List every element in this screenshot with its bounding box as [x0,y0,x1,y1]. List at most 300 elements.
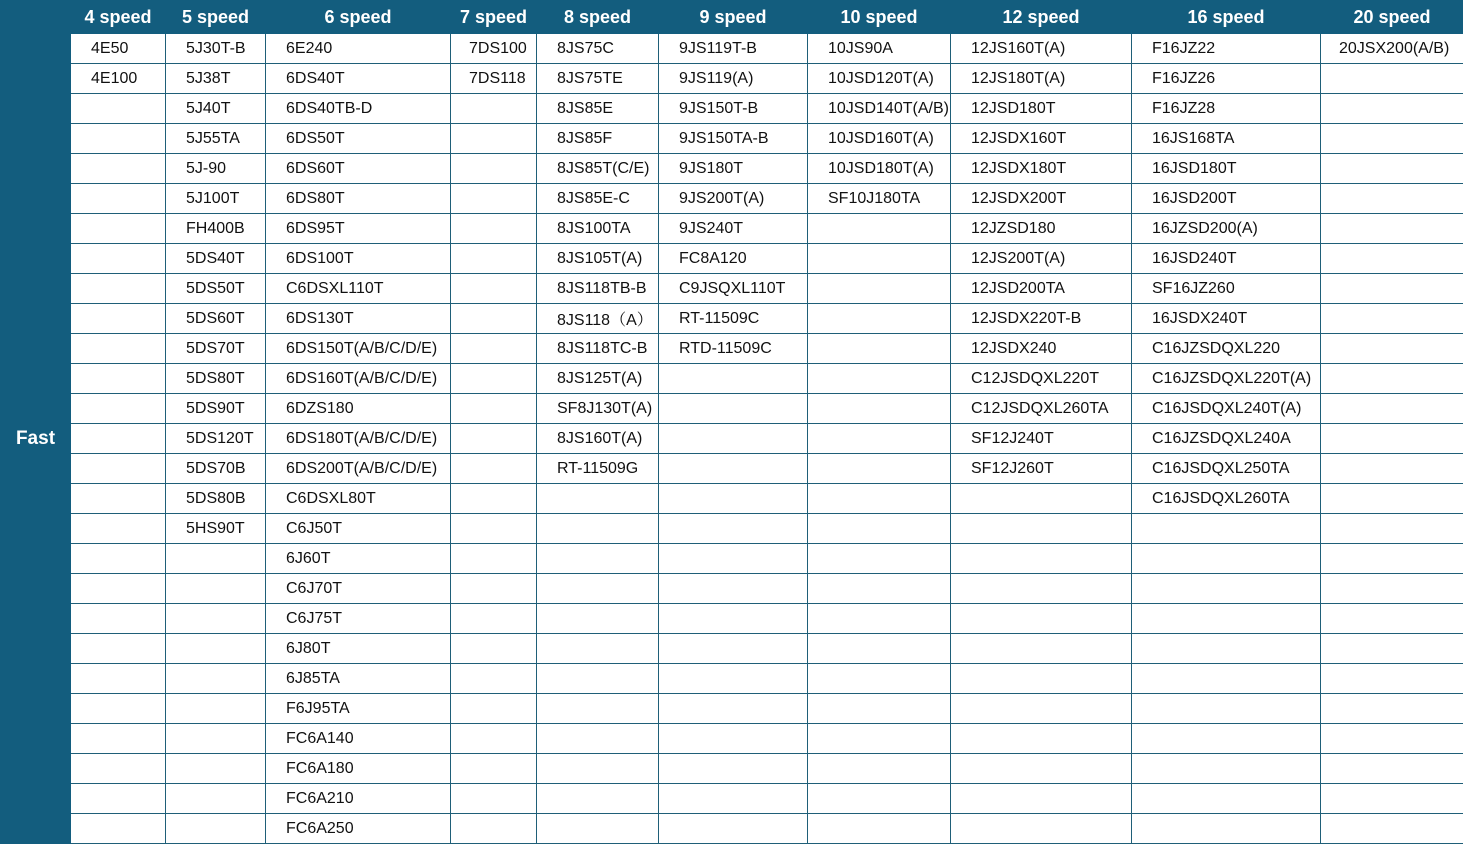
empty-cell [1132,784,1321,814]
table-row [1,154,1463,184]
empty-cell [659,694,808,724]
empty-cell [537,694,659,724]
empty-cell [659,454,808,484]
model-cell: 8JS160T(A) [537,424,659,454]
empty-cell [951,544,1132,574]
column-header-c9: 9 speed [659,1,808,34]
model-cell: 9JS119T-B [659,34,808,64]
empty-cell [659,664,808,694]
empty-cell [1321,424,1463,454]
model-cell: 5DS70T [166,334,266,364]
model-cell: 9JS200T(A) [659,184,808,214]
empty-cell [537,604,659,634]
empty-cell [451,604,537,634]
model-cell: 10JS90A [808,34,951,64]
table-row [1,724,1463,754]
model-cell: C6J70T [266,574,451,604]
model-cell: SF12J260T [951,454,1132,484]
empty-cell [808,364,951,394]
empty-cell [808,724,951,754]
model-cell: F16JZ26 [1132,64,1321,94]
model-cell: 12JSD180T [951,94,1132,124]
empty-cell [166,784,266,814]
empty-cell [808,784,951,814]
model-cell: 8JS118（A） [537,304,659,334]
model-cell: 8JS85T(C/E) [537,154,659,184]
empty-cell [451,124,537,154]
empty-cell [659,724,808,754]
empty-cell [451,424,537,454]
table-row [1,454,1463,484]
empty-cell [659,484,808,514]
empty-cell [1321,484,1463,514]
model-cell: 5J-90 [166,154,266,184]
empty-cell [808,394,951,424]
model-cell: 5DS40T [166,244,266,274]
model-cell: F6J95TA [266,694,451,724]
empty-cell [71,574,166,604]
table-row [1,574,1463,604]
model-cell: C16JZSDQXL220T(A) [1132,364,1321,394]
table-row [1,244,1463,274]
empty-cell [659,784,808,814]
empty-cell [71,394,166,424]
empty-cell [537,544,659,574]
empty-cell [71,304,166,334]
empty-cell [1321,334,1463,364]
empty-cell [808,814,951,844]
model-cell: 8JS118TC-B [537,334,659,364]
empty-cell [451,634,537,664]
model-cell: C6J50T [266,514,451,544]
empty-cell [451,94,537,124]
empty-cell [659,394,808,424]
model-cell: FC8A120 [659,244,808,274]
empty-cell [808,694,951,724]
model-cell: 5DS80B [166,484,266,514]
empty-cell [1321,514,1463,544]
model-cell: FC6A180 [266,754,451,784]
empty-cell [537,664,659,694]
column-header-c5: 5 speed [166,1,266,34]
empty-cell [1132,754,1321,784]
model-cell: 5J38T [166,64,266,94]
empty-cell [1132,814,1321,844]
empty-cell [537,814,659,844]
empty-cell [71,784,166,814]
model-cell: SF8J130T(A) [537,394,659,424]
table-row [1,214,1463,244]
model-cell: 7DS100 [451,34,537,64]
table-row [1,664,1463,694]
empty-cell [166,634,266,664]
empty-cell [1132,514,1321,544]
empty-cell [1321,604,1463,634]
model-cell: 12JSDX240 [951,334,1132,364]
empty-cell [659,634,808,664]
empty-cell [71,424,166,454]
empty-cell [659,424,808,454]
empty-cell [451,334,537,364]
empty-cell [808,454,951,484]
empty-cell [951,634,1132,664]
model-cell: 12JZSD180 [951,214,1132,244]
table-row [1,514,1463,544]
model-cell: 6E240 [266,34,451,64]
row-group-label: Fast [1,34,71,844]
empty-cell [451,364,537,394]
table-row [1,484,1463,514]
empty-cell [808,604,951,634]
empty-cell [659,514,808,544]
model-cell: 6DS150T(A/B/C/D/E) [266,334,451,364]
empty-cell [451,784,537,814]
corner-cell [1,1,71,34]
model-cell: RTD-11509C [659,334,808,364]
table-row [1,604,1463,634]
empty-cell [537,514,659,544]
empty-cell [1321,694,1463,724]
empty-cell [451,724,537,754]
empty-cell [659,574,808,604]
model-cell: C9JSQXL110T [659,274,808,304]
model-cell: C16JSDQXL260TA [1132,484,1321,514]
model-cell: 16JZSD200(A) [1132,214,1321,244]
table-row [1,634,1463,664]
empty-cell [659,754,808,784]
empty-cell [808,664,951,694]
model-cell: 16JSD200T [1132,184,1321,214]
model-cell: 8JS75C [537,34,659,64]
model-cell: 6DZS180 [266,394,451,424]
table-row [1,784,1463,814]
model-cell: RT-11509C [659,304,808,334]
empty-cell [71,514,166,544]
empty-cell [71,364,166,394]
model-cell: 8JS85E-C [537,184,659,214]
empty-cell [951,784,1132,814]
model-cell: 10JSD180T(A) [808,154,951,184]
empty-cell [808,304,951,334]
table-row [1,274,1463,304]
empty-cell [1321,214,1463,244]
empty-cell [808,544,951,574]
model-cell: 6DS40T [266,64,451,94]
empty-cell [1132,544,1321,574]
empty-cell [659,604,808,634]
model-cell: 12JS180T(A) [951,64,1132,94]
model-cell: 5J40T [166,94,266,124]
empty-cell [1321,124,1463,154]
empty-cell [451,664,537,694]
column-header-c12: 12 speed [951,1,1132,34]
model-cell: 6DS50T [266,124,451,154]
model-cell: FC6A250 [266,814,451,844]
model-cell: 6DS40TB-D [266,94,451,124]
model-cell: C6DSXL80T [266,484,451,514]
empty-cell [166,694,266,724]
model-cell: 5J55TA [166,124,266,154]
empty-cell [808,274,951,304]
model-cell: 20JSX200(A/B) [1321,34,1463,64]
empty-cell [1132,574,1321,604]
empty-cell [166,754,266,784]
model-cell: C12JSDQXL260TA [951,394,1132,424]
empty-cell [1321,394,1463,424]
model-cell: 5DS60T [166,304,266,334]
model-cell: 4E50 [71,34,166,64]
table-row [1,814,1463,844]
column-header-c16: 16 speed [1132,1,1321,34]
empty-cell [808,754,951,784]
empty-cell [537,574,659,604]
model-cell: 12JSD200TA [951,274,1132,304]
column-header-c20: 20 speed [1321,1,1463,34]
model-cell: 10JSD120T(A) [808,64,951,94]
column-header-c10: 10 speed [808,1,951,34]
empty-cell [1321,184,1463,214]
empty-cell [451,484,537,514]
empty-cell [951,754,1132,784]
empty-cell [1321,304,1463,334]
model-cell: 4E100 [71,64,166,94]
empty-cell [451,274,537,304]
empty-cell [71,814,166,844]
empty-cell [451,394,537,424]
empty-cell [951,664,1132,694]
column-header-c4: 4 speed [71,1,166,34]
empty-cell [1321,64,1463,94]
model-cell: 6DS200T(A/B/C/D/E) [266,454,451,484]
model-cell: 9JS150T-B [659,94,808,124]
empty-cell [1132,664,1321,694]
model-cell: 9JS119(A) [659,64,808,94]
model-cell: 8JS105T(A) [537,244,659,274]
model-cell: 6DS130T [266,304,451,334]
empty-cell [808,484,951,514]
table-row [1,64,1463,94]
empty-cell [71,664,166,694]
model-cell: 8JS100TA [537,214,659,244]
model-cell: 16JSD240T [1132,244,1321,274]
model-cell: 9JS240T [659,214,808,244]
empty-cell [71,484,166,514]
model-cell: 6DS180T(A/B/C/D/E) [266,424,451,454]
empty-cell [71,604,166,634]
empty-cell [951,574,1132,604]
model-cell: F16JZ28 [1132,94,1321,124]
model-cell: 6DS100T [266,244,451,274]
empty-cell [808,214,951,244]
column-header-c8: 8 speed [537,1,659,34]
header-row [1,1,1463,34]
table-row [1,304,1463,334]
empty-cell [659,814,808,844]
empty-cell [951,604,1132,634]
empty-cell [71,184,166,214]
empty-cell [451,154,537,184]
empty-cell [1132,604,1321,634]
empty-cell [537,724,659,754]
empty-cell [1321,724,1463,754]
model-cell: 9JS180T [659,154,808,184]
empty-cell [659,544,808,574]
empty-cell [71,274,166,304]
empty-cell [166,604,266,634]
model-cell: 12JS160T(A) [951,34,1132,64]
model-cell: 7DS118 [451,64,537,94]
empty-cell [951,814,1132,844]
model-cell: 5DS120T [166,424,266,454]
model-cell: C6J75T [266,604,451,634]
model-cell: 8JS118TB-B [537,274,659,304]
empty-cell [537,754,659,784]
empty-cell [451,304,537,334]
empty-cell [1321,154,1463,184]
empty-cell [451,454,537,484]
empty-cell [71,94,166,124]
model-cell: RT-11509G [537,454,659,484]
empty-cell [71,754,166,784]
column-header-c6: 6 speed [266,1,451,34]
model-cell: 5DS70B [166,454,266,484]
model-cell: 5J30T-B [166,34,266,64]
model-cell: 6J80T [266,634,451,664]
table-row [1,124,1463,154]
empty-cell [166,724,266,754]
empty-cell [451,514,537,544]
empty-cell [659,364,808,394]
model-cell: 6DS80T [266,184,451,214]
empty-cell [451,244,537,274]
table-row [1,424,1463,454]
model-cell: 6J60T [266,544,451,574]
empty-cell [71,214,166,244]
model-cell: 6DS160T(A/B/C/D/E) [266,364,451,394]
model-cell: C12JSDQXL220T [951,364,1132,394]
model-cell: 10JSD160T(A) [808,124,951,154]
empty-cell [71,334,166,364]
empty-cell [951,694,1132,724]
empty-cell [537,784,659,814]
empty-cell [166,664,266,694]
table-row [1,754,1463,784]
empty-cell [1321,364,1463,394]
empty-cell [71,244,166,274]
empty-cell [71,454,166,484]
model-cell: C16JZSDQXL220 [1132,334,1321,364]
model-cell: SF16JZ260 [1132,274,1321,304]
model-cell: 8JS75TE [537,64,659,94]
empty-cell [1132,694,1321,724]
empty-cell [1321,634,1463,664]
model-cell: 12JSDX220T-B [951,304,1132,334]
empty-cell [1321,454,1463,484]
model-cell: F16JZ22 [1132,34,1321,64]
empty-cell [1321,574,1463,604]
empty-cell [71,724,166,754]
model-cell: 9JS150TA-B [659,124,808,154]
empty-cell [537,484,659,514]
empty-cell [71,544,166,574]
empty-cell [1321,94,1463,124]
model-cell: C6DSXL110T [266,274,451,304]
empty-cell [451,754,537,784]
empty-cell [951,514,1132,544]
empty-cell [1321,274,1463,304]
empty-cell [166,574,266,604]
model-cell: 5DS80T [166,364,266,394]
model-cell: 8JS125T(A) [537,364,659,394]
model-cell: C16JSDQXL250TA [1132,454,1321,484]
model-cell: FC6A210 [266,784,451,814]
empty-cell [71,154,166,184]
empty-cell [808,634,951,664]
empty-cell [808,244,951,274]
model-cell: 16JSDX240T [1132,304,1321,334]
model-cell: 16JSD180T [1132,154,1321,184]
empty-cell [166,814,266,844]
model-cell: 12JS200T(A) [951,244,1132,274]
empty-cell [71,694,166,724]
model-cell: 12JSDX200T [951,184,1132,214]
model-cell: SF10J180TA [808,184,951,214]
empty-cell [951,484,1132,514]
model-cell: 5DS90T [166,394,266,424]
empty-cell [71,124,166,154]
empty-cell [1321,664,1463,694]
model-cell: 5J100T [166,184,266,214]
empty-cell [451,814,537,844]
column-header-c7: 7 speed [451,1,537,34]
model-cell: 6DS60T [266,154,451,184]
empty-cell [166,544,266,574]
empty-cell [451,214,537,244]
empty-cell [71,634,166,664]
empty-cell [1132,634,1321,664]
model-cell: 5HS90T [166,514,266,544]
empty-cell [1321,244,1463,274]
empty-cell [451,574,537,604]
table-row [1,394,1463,424]
model-cell: 8JS85E [537,94,659,124]
table-row [1,544,1463,574]
model-cell: 16JS168TA [1132,124,1321,154]
empty-cell [808,574,951,604]
model-cell: 6J85TA [266,664,451,694]
table-row [1,694,1463,724]
empty-cell [951,724,1132,754]
empty-cell [1321,544,1463,574]
model-cell: 10JSD140T(A/B) [808,94,951,124]
empty-cell [808,424,951,454]
empty-cell [537,634,659,664]
empty-cell [1321,814,1463,844]
table-row [1,94,1463,124]
empty-cell [451,694,537,724]
empty-cell [808,514,951,544]
empty-cell [1132,724,1321,754]
model-cell: C16JZSDQXL240A [1132,424,1321,454]
model-cell: 12JSDX160T [951,124,1132,154]
table-row [1,334,1463,364]
model-cell: SF12J240T [951,424,1132,454]
model-cell: 8JS85F [537,124,659,154]
table-row [1,184,1463,214]
model-cell: C16JSDQXL240T(A) [1132,394,1321,424]
table-row [1,364,1463,394]
empty-cell [451,184,537,214]
